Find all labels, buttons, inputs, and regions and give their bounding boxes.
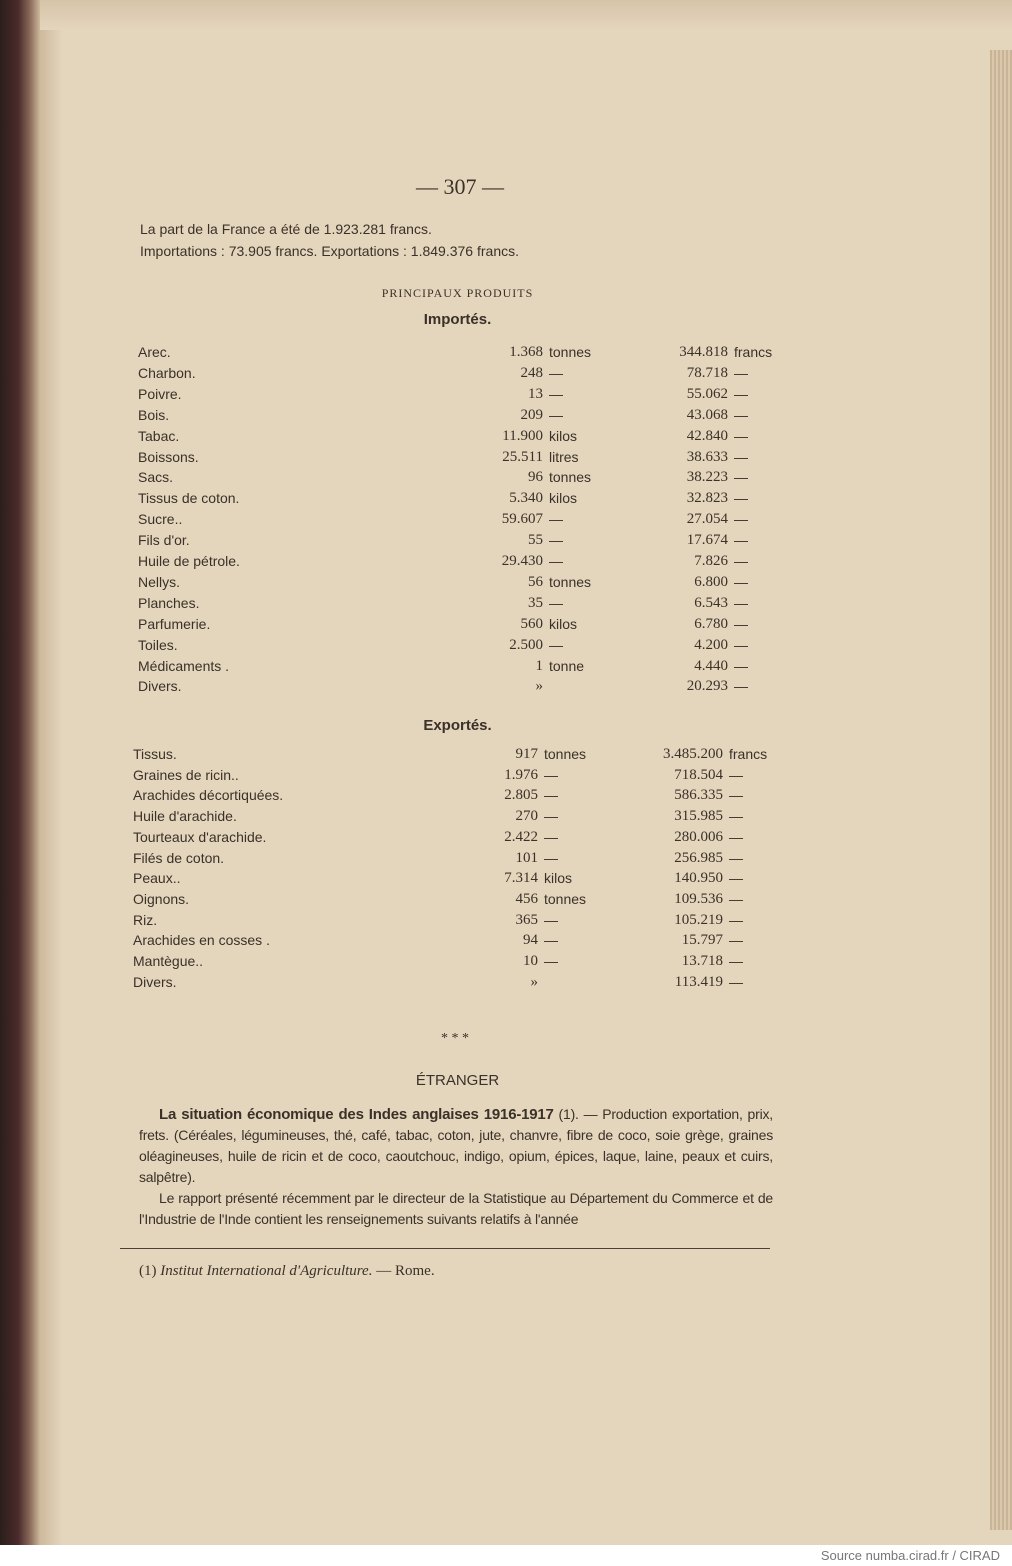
leader-dots: [204, 363, 443, 383]
product-cell: [138, 467, 443, 487]
product-name: Arachides décortiquées.: [133, 787, 284, 803]
product-name: Mantègue..: [133, 953, 204, 969]
value-unit: —: [729, 932, 743, 948]
product-name: Tabac.: [138, 428, 180, 444]
table-row: [138, 614, 818, 634]
leader-dots: [232, 848, 438, 868]
leader-dots: [181, 467, 443, 487]
product-name: Sacs.: [138, 469, 174, 485]
value: 256.985: [674, 850, 723, 866]
product-name: Nellys.: [138, 574, 181, 590]
quantity-unit: [544, 972, 602, 992]
quantity-unit: —: [549, 511, 563, 527]
article-block: [139, 1104, 773, 1281]
article-text: [139, 1104, 773, 1230]
leader-dots: [291, 785, 438, 805]
product-cell: [138, 676, 443, 696]
leader-dots: [177, 405, 443, 425]
leader-dots: [190, 509, 443, 529]
quantity-unit: [549, 676, 607, 696]
table-row: [133, 972, 813, 992]
table-row: [138, 509, 818, 529]
table-row: [133, 930, 813, 950]
table-row: [133, 744, 813, 764]
imports-heading: Importés.: [423, 311, 492, 328]
quantity: 94: [523, 932, 538, 948]
quantity-unit: tonnes: [549, 574, 592, 590]
quantity: »: [535, 678, 543, 694]
product-name: Planches.: [138, 595, 200, 611]
value-unit: —: [729, 787, 743, 803]
value-unit: —: [734, 595, 748, 611]
value-unit: —: [729, 829, 743, 845]
leader-dots: [185, 744, 438, 764]
leader-dots: [198, 530, 443, 550]
footnote-place: — Rome.: [376, 1263, 435, 1279]
quantity: 248: [520, 365, 543, 381]
product-cell: [133, 930, 438, 950]
value-unit: —: [734, 386, 748, 402]
product-cell: [138, 363, 443, 383]
value-unit: —: [734, 449, 748, 465]
leader-dots: [248, 551, 443, 571]
quantity: 56: [528, 574, 543, 590]
page-edges: [990, 50, 1012, 1530]
product-name: Divers.: [138, 678, 182, 694]
leader-dots: [207, 447, 443, 467]
value-unit: —: [729, 912, 743, 928]
value: 586.335: [674, 787, 723, 803]
value-unit: —: [734, 658, 748, 674]
table-row: [133, 785, 813, 805]
product-name: Parfumerie.: [138, 616, 211, 632]
section-heading: PRINCIPAUX PRODUITS: [381, 286, 534, 300]
table-row: [138, 363, 818, 383]
quantity-unit: —: [544, 829, 558, 845]
quantity: 2.500: [509, 637, 543, 653]
quantity: 456: [515, 891, 538, 907]
quantity-unit: —: [544, 767, 558, 783]
value: 17.674: [686, 532, 728, 548]
product-name: Tissus de coton.: [138, 490, 240, 506]
leader-dots: [247, 765, 438, 785]
product-name: Divers.: [133, 974, 177, 990]
value-unit: —: [734, 532, 748, 548]
quantity: 96: [528, 469, 543, 485]
page-number: — 307 —: [416, 174, 504, 199]
product-cell: [138, 384, 443, 404]
source-credit: Source numba.cirad.fr / CIRAD: [0, 1545, 1012, 1566]
value-unit: —: [734, 365, 748, 381]
page-gutter: [40, 0, 62, 1545]
product-cell: [133, 951, 438, 971]
product-cell: [138, 551, 443, 571]
quantity-unit: tonnes: [549, 344, 592, 360]
table-row: [138, 342, 818, 362]
quantity-unit: kilos: [549, 616, 578, 632]
exports-heading: Exportés.: [423, 717, 492, 734]
leader-dots: [197, 889, 438, 909]
leader-dots: [274, 827, 438, 847]
value-unit: —: [729, 870, 743, 886]
product-cell: [133, 868, 438, 888]
value: 55.062: [686, 386, 728, 402]
quantity-unit: —: [544, 912, 558, 928]
value: 27.054: [686, 511, 728, 527]
product-name: Huile d'arachide.: [133, 808, 237, 824]
value-unit: francs: [734, 344, 773, 360]
product-cell: [133, 806, 438, 826]
product-cell: [138, 614, 443, 634]
leader-dots: [187, 426, 443, 446]
page-top-shade: [40, 0, 1012, 30]
quantity: 2.805: [504, 787, 538, 803]
quantity: 917: [515, 746, 538, 762]
value: 105.219: [674, 912, 723, 928]
product-name: Peaux..: [133, 870, 181, 886]
quantity: 270: [515, 808, 538, 824]
quantity: 209: [520, 407, 543, 423]
book-binding: [0, 0, 40, 1545]
value: 4.440: [694, 658, 728, 674]
value: 42.840: [686, 428, 728, 444]
value: 3.485.200: [663, 746, 723, 762]
footnote-source: Institut International d'Agriculture.: [160, 1263, 373, 1279]
table-row: [133, 827, 813, 847]
quantity: 365: [515, 912, 538, 928]
table-row: [133, 765, 813, 785]
value: 6.800: [694, 574, 728, 590]
quantity: 10: [523, 953, 538, 969]
table-row: [138, 405, 818, 425]
leader-dots: [245, 806, 438, 826]
product-cell: [138, 342, 443, 362]
quantity: 5.340: [509, 490, 543, 506]
table-row: [138, 593, 818, 613]
quantity: 1: [535, 658, 543, 674]
value: 38.633: [686, 449, 728, 465]
value-unit: francs: [729, 746, 768, 762]
product-cell: [133, 848, 438, 868]
footnote-marker: (1): [139, 1263, 157, 1279]
leader-dots: [278, 930, 438, 950]
value-unit: —: [729, 808, 743, 824]
value: 7.826: [694, 553, 728, 569]
leader-dots: [188, 572, 443, 592]
article-title: La situation économique des Indes anglaises 1916-1917: [159, 1106, 554, 1123]
table-row: [138, 426, 818, 446]
quantity-unit: —: [544, 850, 558, 866]
table-row: [138, 656, 818, 676]
quantity: 13: [528, 386, 543, 402]
table-row: [133, 910, 813, 930]
product-name: Tourteaux d'arachide.: [133, 829, 267, 845]
table-row: [133, 868, 813, 888]
table-row: [138, 635, 818, 655]
leader-dots: [211, 951, 438, 971]
product-cell: [133, 765, 438, 785]
quantity-unit: tonnes: [544, 891, 587, 907]
quantity: 35: [528, 595, 543, 611]
product-name: Médicaments .: [138, 658, 230, 674]
value: 113.419: [674, 974, 723, 990]
product-cell: [138, 488, 443, 508]
table-row: [133, 848, 813, 868]
section-separator-stars: * * *: [441, 1031, 469, 1046]
value-unit: —: [729, 974, 743, 990]
quantity: 55: [528, 532, 543, 548]
value: 280.006: [674, 829, 723, 845]
value: 140.950: [674, 870, 723, 886]
quantity-unit: —: [549, 407, 563, 423]
leader-dots: [165, 910, 438, 930]
footnote: [139, 1261, 773, 1281]
leader-dots: [185, 972, 438, 992]
value-unit: —: [734, 490, 748, 506]
product-cell: [138, 405, 443, 425]
value-unit: —: [734, 553, 748, 569]
value: 315.985: [674, 808, 723, 824]
value: 6.780: [694, 616, 728, 632]
leader-dots: [188, 868, 438, 888]
table-row: [138, 384, 818, 404]
quantity: »: [530, 974, 538, 990]
product-name: Charbon.: [138, 365, 196, 381]
table-row: [138, 467, 818, 487]
product-name: Toiles.: [138, 637, 178, 653]
product-cell: [133, 910, 438, 930]
product-cell: [138, 447, 443, 467]
quantity-unit: kilos: [549, 428, 578, 444]
value-unit: —: [734, 469, 748, 485]
table-row: [133, 951, 813, 971]
intro-text: [140, 218, 519, 262]
product-cell: [138, 635, 443, 655]
product-name: Riz.: [133, 912, 158, 928]
footnote-rule: [120, 1248, 770, 1249]
quantity: 25.511: [502, 449, 543, 465]
value-unit: —: [734, 616, 748, 632]
quantity: 1.368: [509, 344, 543, 360]
leader-dots: [218, 614, 443, 634]
article-body-2: Le rapport présenté récemment par le directeur de la Statistique au Département du Commerce et de l'Industrie de l'Inde contient les renseignements suivants relatifs à l'année: [139, 1190, 773, 1227]
value-unit: —: [734, 428, 748, 444]
table-row: [138, 447, 818, 467]
quantity: 1.976: [504, 767, 538, 783]
product-cell: [138, 656, 443, 676]
value-unit: —: [734, 511, 748, 527]
value-unit: —: [734, 407, 748, 423]
value-unit: —: [729, 767, 743, 783]
quantity: 560: [520, 616, 543, 632]
quantity-unit: —: [544, 808, 558, 824]
article-body-1: . — Production exportation, prix, frets. (Céréales, légumineuses, thé, café, tabac, coton, jute, chanvre, fibre de coco, soie grège, graines oléagineuses, huile de ricin et de coco, caoutchouc, indigo, opium, épices, laque, laine, peaux et cuirs, salpêtre).: [139, 1106, 773, 1185]
product-cell: [138, 509, 443, 529]
quantity-unit: —: [549, 386, 563, 402]
leader-dots: [207, 593, 443, 613]
quantity-unit: kilos: [549, 490, 578, 506]
quantity-unit: —: [549, 595, 563, 611]
value: 6.543: [694, 595, 728, 611]
leader-dots: [190, 384, 443, 404]
value-unit: —: [729, 850, 743, 866]
value: 4.200: [694, 637, 728, 653]
product-name: Bois.: [138, 407, 170, 423]
intro-line-2: Importations : 73.905 francs. Exportations : 1.849.376 francs.: [140, 243, 519, 259]
value: 32.823: [686, 490, 728, 506]
quantity-unit: —: [549, 553, 563, 569]
quantity-unit: —: [549, 637, 563, 653]
product-name: Sucre..: [138, 511, 183, 527]
etranger-heading: ÉTRANGER: [415, 1072, 500, 1089]
table-row: [138, 676, 818, 696]
leader-dots: [179, 342, 443, 362]
quantity-unit: —: [544, 932, 558, 948]
product-name: Oignons.: [133, 891, 190, 907]
product-name: Fils d'or.: [138, 532, 190, 548]
product-cell: [133, 972, 438, 992]
table-row: [138, 551, 818, 571]
quantity-unit: tonnes: [544, 746, 587, 762]
value: 78.718: [686, 365, 728, 381]
leader-dots: [247, 488, 443, 508]
product-cell: [138, 426, 443, 446]
value: 718.504: [674, 767, 723, 783]
quantity: 11.900: [502, 428, 543, 444]
value: 15.797: [681, 932, 723, 948]
quantity-unit: —: [549, 365, 563, 381]
product-name: Boissons.: [138, 449, 199, 465]
product-cell: [138, 530, 443, 550]
quantity: 101: [515, 850, 538, 866]
product-cell: [138, 593, 443, 613]
value-unit: —: [729, 891, 743, 907]
quantity-unit: kilos: [544, 870, 573, 886]
value: 13.718: [681, 953, 723, 969]
quantity: 7.314: [504, 870, 538, 886]
product-cell: [138, 572, 443, 592]
table-row: [138, 530, 818, 550]
product-name: Graines de ricin..: [133, 767, 239, 783]
table-row: [138, 488, 818, 508]
product-name: Arec.: [138, 344, 171, 360]
value-unit: —: [734, 637, 748, 653]
leader-dots: [186, 635, 443, 655]
value: 20.293: [686, 678, 728, 694]
quantity-unit: tonne: [549, 658, 585, 674]
quantity-unit: —: [549, 532, 563, 548]
leader-dots: [237, 656, 443, 676]
product-cell: [133, 889, 438, 909]
value: 109.536: [674, 891, 723, 907]
table-row: [138, 572, 818, 592]
table-row: [133, 806, 813, 826]
value: 344.818: [679, 344, 728, 360]
product-cell: [133, 785, 438, 805]
quantity: 29.430: [501, 553, 543, 569]
quantity-unit: tonnes: [549, 469, 592, 485]
quantity: 2.422: [504, 829, 538, 845]
product-cell: [133, 827, 438, 847]
product-name: Huile de pétrole.: [138, 553, 240, 569]
quantity: 59.607: [501, 511, 543, 527]
table-row: [133, 889, 813, 909]
value-unit: —: [729, 953, 743, 969]
quantity-unit: —: [544, 787, 558, 803]
product-cell: [133, 744, 438, 764]
product-name: Arachides en cosses .: [133, 932, 270, 948]
product-name: Poivre.: [138, 386, 182, 402]
quantity-unit: —: [544, 953, 558, 969]
article-note-ref: (1): [558, 1106, 576, 1122]
value: 38.223: [686, 469, 728, 485]
quantity-unit: litres: [549, 449, 579, 465]
value: 43.068: [686, 407, 728, 423]
product-name: Filés de coton.: [133, 850, 225, 866]
value-unit: —: [734, 574, 748, 590]
intro-line-1: La part de la France a été de 1.923.281 francs.: [140, 221, 432, 237]
leader-dots: [190, 676, 443, 696]
value-unit: —: [734, 678, 748, 694]
product-name: Tissus.: [133, 746, 177, 762]
